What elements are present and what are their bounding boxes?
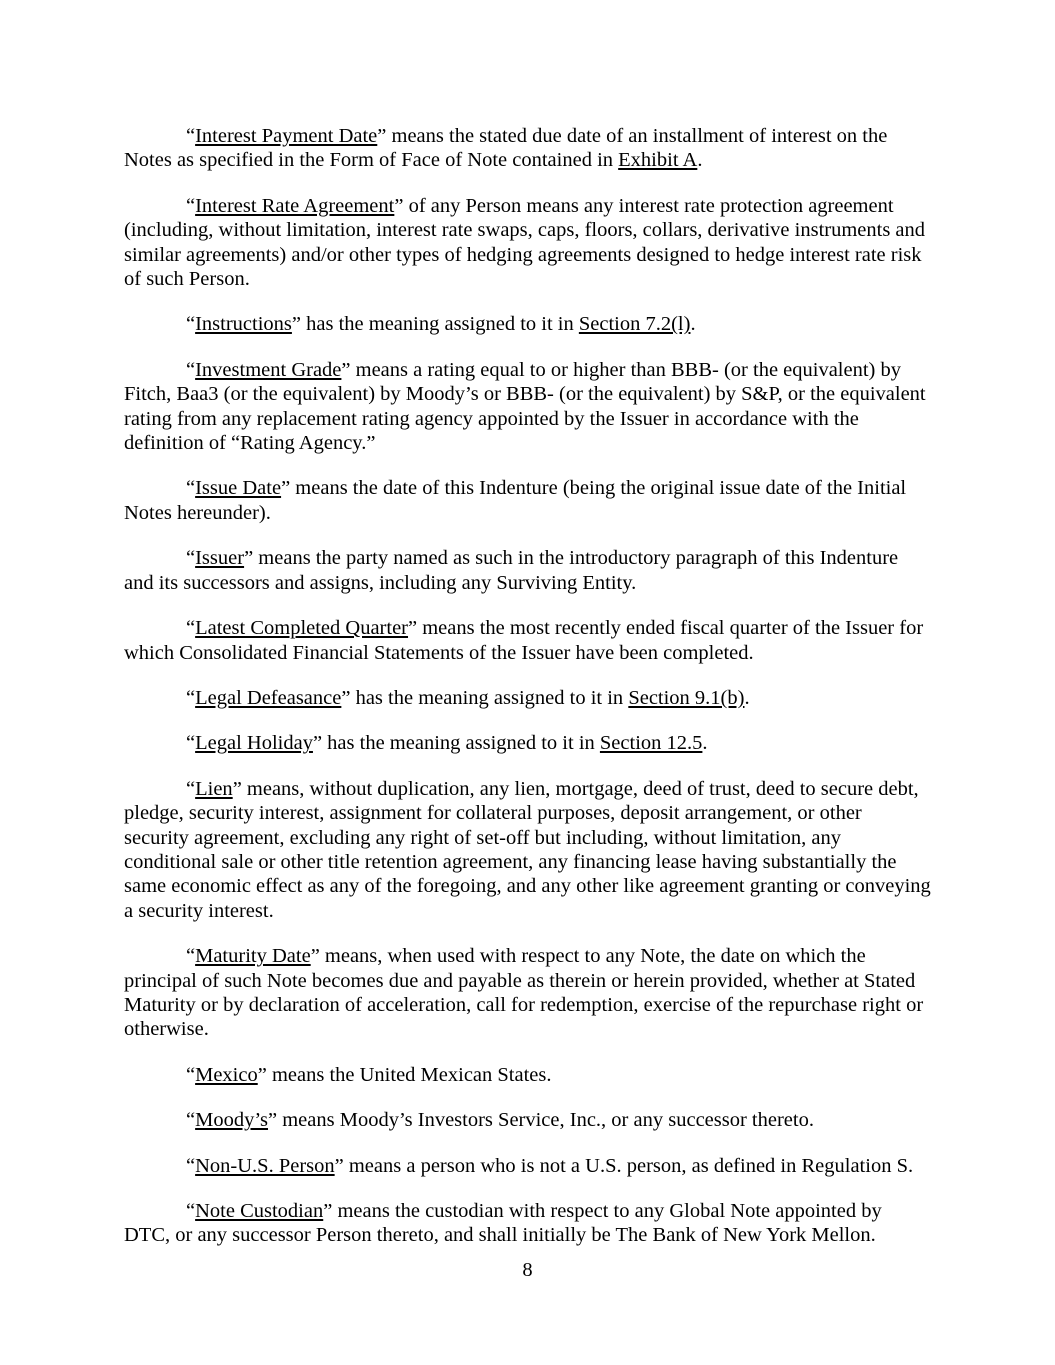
defined-term: Maturity Date — [195, 945, 311, 968]
defined-term: Issue Date — [195, 477, 282, 500]
cross-reference: Exhibit A — [618, 149, 698, 172]
text-segment: “ — [186, 125, 196, 147]
definition-instructions — [124, 312, 931, 336]
cross-reference: Section 9.1(b) — [628, 686, 745, 709]
text-segment: ” means the party named as such in the introductory paragraph of this Indenture and its successors and assigns, including any Surviving Entity. — [124, 547, 899, 594]
defined-term: Lien — [195, 777, 233, 800]
cross-reference: Section 12.5 — [599, 732, 703, 755]
text-segment: . — [744, 686, 750, 709]
text-segment: “ — [186, 1154, 196, 1177]
definition-note-custodian — [124, 1199, 931, 1248]
defined-term: Mexico — [195, 1063, 258, 1086]
defined-term: Latest Completed Quarter — [195, 617, 409, 640]
text-segment: “ — [186, 945, 196, 968]
text-segment: ” means Moody’s Investors Service, Inc., or any successor thereto. — [268, 1109, 814, 1132]
text-segment: ” means the stated due date of an installment of interest on the Notes as specified in the Form of Face of Note contained in — [124, 125, 888, 172]
text-segment: “ — [186, 313, 196, 336]
text-segment: . — [690, 313, 696, 336]
definition-issuer — [124, 546, 931, 595]
text-segment: “ — [186, 194, 196, 217]
defined-term: Moody’s — [195, 1109, 269, 1132]
text-segment: “ — [186, 1109, 196, 1132]
defined-term: Issuer — [195, 547, 245, 570]
text-segment: ” means the United Mexican States. — [257, 1063, 552, 1086]
defined-term: Interest Payment Date — [195, 125, 378, 147]
definition-interest-payment-date — [124, 124, 931, 173]
text-segment: . — [697, 149, 703, 172]
defined-term: Investment Grade — [195, 358, 342, 381]
text-segment: “ — [186, 732, 196, 755]
text-segment: ” has the meaning assigned to it in — [291, 313, 579, 336]
text-segment: . — [702, 732, 708, 755]
defined-term: Non-U.S. Person — [195, 1154, 335, 1177]
defined-term: Instructions — [195, 313, 292, 336]
text-segment: “ — [186, 358, 196, 381]
text-segment: ” of any Person means any interest rate protection agreement (including, without limitation, interest rate swaps, caps, floors, collars, derivative instruments and similar agreements) and/or other types of hedging agreements designed to hedge interest rate risk of such Person. — [124, 194, 926, 291]
text-segment: ” means a person who is not a U.S. person, as defined in Regulation S. — [334, 1154, 914, 1177]
definition-maturity-date — [124, 944, 931, 1042]
text-segment: “ — [186, 617, 196, 640]
text-segment: “ — [186, 777, 196, 800]
text-segment: ” has the meaning assigned to it in — [341, 686, 629, 709]
definition-mexico — [124, 1063, 931, 1087]
text-segment: ” has the meaning assigned to it in — [312, 732, 600, 755]
text-segment: “ — [186, 1063, 196, 1086]
definition-non-us-person — [124, 1154, 931, 1178]
definition-latest-completed-quarter — [124, 616, 931, 665]
text-segment: ” means the custodian with respect to any Global Note appointed by DTC, or any successor Person thereto, and shall initially be The Bank of New York Mellon. — [124, 1200, 882, 1247]
definition-issue-date — [124, 476, 931, 525]
definition-lien — [124, 777, 931, 923]
defined-term: Legal Holiday — [195, 732, 313, 755]
page-number: 8 — [522, 1259, 533, 1281]
defined-term: Note Custodian — [195, 1200, 324, 1222]
definition-interest-rate-agreement — [124, 194, 931, 292]
text-segment: ” means a rating equal to or higher than BBB- (or the equivalent) by Fitch, Baa3 (or the equivalent) by Moody’s or BBB- (or the equivalent) by S&P, or the equivalent rating from any replacement rating agency appointed by the Issuer in accordance with the definition of “Rating Agency.” — [124, 358, 926, 455]
text-segment: “ — [186, 1200, 196, 1222]
text-segment: ” means the most recently ended fiscal quarter of the Issuer for which Consolidated Financial Statements of the Issuer have been completed. — [124, 617, 924, 664]
defined-term: Interest Rate Agreement — [195, 194, 395, 217]
cross-reference: Section 7.2(l) — [578, 313, 691, 336]
definition-legal-defeasance — [124, 686, 931, 710]
defined-term: Legal Defeasance — [195, 686, 342, 709]
text-segment: “ — [186, 686, 196, 709]
text-segment: “ — [186, 477, 196, 500]
text-segment: ” means the date of this Indenture (being the original issue date of the Initial Notes hereunder). — [124, 477, 907, 524]
definition-moodys — [124, 1108, 931, 1132]
definition-investment-grade — [124, 358, 931, 456]
text-segment: ” means, when used with respect to any Note, the date on which the principal of such Note becomes due and payable as therein or herein provided, whether at Stated Maturity or by declaration of acceleration, call for redemption, exercise of the repurchase right or otherwise. — [124, 945, 924, 1041]
text-segment: “ — [186, 547, 196, 570]
definition-legal-holiday — [124, 731, 931, 755]
text-segment: ” means, without duplication, any lien, mortgage, deed of trust, deed to secure debt, pledge, security interest, assignment for collateral purposes, deposit arrangement, or other security agreement, excluding any right of set-off but including, without limitation, any conditional sale or other title retention agreement, any financing lease having substantially the same economic effect as any of the foregoing, and any other like agreement granting or conveying a security interest. — [124, 777, 931, 922]
